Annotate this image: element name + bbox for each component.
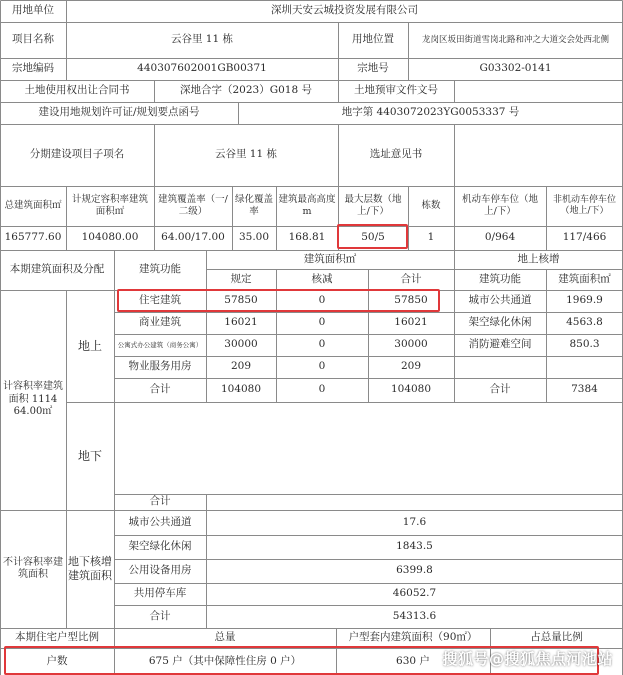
row-property-name: 物业服务用房 [128, 360, 192, 373]
hdr-max-floors: 最大层数（地上/下） [344, 194, 402, 217]
hdr-far-area: 计规定容积率建筑面积㎡ [71, 194, 148, 217]
label-underground-increase: 地下核增建筑面积 [68, 555, 112, 582]
watermark: 搜狐号@搜狐焦点河池站 [442, 649, 613, 668]
row-total-v2: 0 [318, 383, 326, 396]
below-total-name: 合计 [149, 495, 171, 508]
row-total-name: 合计 [149, 383, 171, 396]
val-max-floors: 50/5 [361, 231, 385, 244]
val-max-height: 168.81 [288, 231, 326, 244]
val-green-rate: 35.00 [238, 231, 270, 244]
hdr-green-rate: 绿化覆盖率 [234, 194, 273, 217]
label-parcel-no: 宗地号 [357, 62, 389, 75]
row-residential-v3: 57850 [394, 294, 428, 307]
gi-row1-val: 1969.9 [566, 294, 603, 307]
hdr-unit-total: 总量 [214, 631, 236, 644]
gi-total-name: 合计 [489, 383, 511, 396]
hdr-function: 建筑功能 [139, 263, 181, 276]
gi-total-val: 7384 [571, 383, 598, 396]
row-apartment-v2: 0 [318, 338, 326, 351]
label-project-name: 项目名称 [12, 33, 54, 46]
row-commercial-v2: 0 [318, 316, 326, 329]
nonfar-row3-name: 公用设备用房 [128, 564, 192, 577]
row-residential-name: 住宅建筑 [139, 294, 181, 307]
row-residential-v2: 0 [318, 294, 326, 307]
val-car-parking: 0/964 [484, 231, 516, 244]
nonfar-row1-name: 城市公共通道 [128, 515, 192, 528]
nonfar-total-val: 54313.6 [392, 609, 437, 622]
label-site-opinion: 选址意见书 [369, 148, 423, 161]
nonfar-row2-name: 架空绿化休闲 [128, 540, 192, 553]
row-commercial-name: 商业建筑 [139, 316, 181, 329]
val-building-count: 1 [427, 231, 435, 244]
hdr-area: 建筑面积㎡ [303, 252, 357, 265]
row-apartment-name: 公寓式办公建筑（商务公寓） [117, 340, 203, 349]
value-land-location: 龙岗区坂田街道雪岗北路和冲之大道交会处西北侧 [421, 34, 609, 45]
nonfar-row3-val: 6399.8 [396, 564, 433, 577]
hdr-ground-increase: 地上核增 [517, 252, 560, 265]
nonfar-row1-val: 17.6 [402, 515, 427, 528]
gi-row4-name [454, 356, 546, 378]
val-bike-parking: 117/466 [562, 231, 607, 244]
hdr-unit-share: 占总量比例 [530, 631, 583, 644]
highlight-max-floors [337, 224, 408, 249]
gi-row3-val: 850.3 [569, 338, 600, 351]
value-parcel-code: 440307602001GB00371 [137, 62, 267, 75]
hdr-coverage: 建筑覆盖率（一/二级） [158, 194, 228, 217]
nonfar-row4-val: 46052.7 [392, 587, 437, 600]
hdr-deduction: 核减 [311, 272, 333, 285]
label-below-ground: 地下 [77, 448, 102, 463]
label-unit-ratio: 本期住宅户型比例 [15, 631, 99, 644]
val-far-area: 104080.00 [81, 231, 139, 244]
row-property-v2: 0 [318, 360, 326, 373]
hdr-gi-area: 建筑面积㎡ [558, 272, 611, 285]
row-total-v3: 104080 [390, 383, 432, 396]
hdr-subtotal: 合计 [400, 272, 422, 285]
label-parcel-code: 宗地编码 [12, 62, 54, 75]
row-apartment-v3: 30000 [394, 338, 428, 351]
val-household-size: 630 户 [396, 654, 430, 667]
hdr-max-height: 建筑最高高度 m [278, 194, 336, 217]
hdr-stipulated: 规定 [230, 272, 252, 285]
value-land-contract: 深地合字（2023）G018 号 [180, 84, 312, 97]
hdr-total-area: 总建筑面积㎡ [4, 200, 62, 212]
gi-row4-val [546, 356, 623, 378]
value-site-opinion [454, 124, 623, 186]
label-nonfar-area: 不计容积率建筑面积 [3, 556, 63, 580]
gi-row2-val: 4563.8 [566, 316, 603, 329]
value-subproject-name: 云谷里 11 栋 [214, 148, 278, 161]
hdr-car-parking: 机动车停车位（地上/下） [461, 194, 538, 217]
nonfar-total-name: 合计 [149, 609, 171, 622]
label-allocation: 本期建筑面积及分配 [9, 263, 105, 276]
gi-row1-name: 城市公共通道 [468, 294, 532, 307]
label-land-user: 用地单位 [12, 4, 54, 17]
label-pre-review-doc: 土地预审文件文号 [354, 84, 438, 97]
label-planning-permit: 建设用地规划许可证/规划要点函号 [38, 106, 200, 119]
value-parcel-no: G03302-0141 [479, 62, 552, 75]
label-land-location: 用地位置 [352, 33, 394, 46]
row-property-v3: 209 [400, 360, 422, 373]
value-planning-permit: 地字第 4403072023YG0053337 号 [341, 106, 520, 119]
hdr-unit-size: 户型套内建筑面积（90㎡） [348, 631, 478, 644]
hdr-gi-function: 建筑功能 [479, 272, 521, 285]
label-subproject-name: 分期建设项目子项名 [29, 148, 125, 161]
nonfar-row4-name: 共用停车库 [133, 587, 187, 600]
row-commercial-v1: 16021 [224, 316, 258, 329]
value-pre-review-doc [454, 80, 623, 102]
value-land-user: 深圳天安云城投资发展有限公司 [271, 4, 418, 17]
hdr-building-count: 栋数 [421, 200, 441, 212]
nonfar-row2-val: 1843.5 [396, 540, 433, 553]
value-project-name: 云谷里 11 栋 [170, 33, 234, 46]
highlight-residential-row [117, 289, 440, 312]
val-coverage: 64.00/17.00 [161, 231, 225, 244]
val-total-area: 165777.60 [4, 231, 62, 244]
row-commercial-v3: 16021 [394, 316, 428, 329]
row-total-v1: 104080 [220, 383, 262, 396]
label-far-area: 计容积率建筑面积 1114 64.00㎡ [3, 381, 63, 418]
val-household-total: 675 户（其中保障性住房 0 户） [148, 654, 302, 667]
label-above-ground: 地上 [77, 338, 102, 353]
row-residential-v1: 57850 [224, 294, 258, 307]
label-household-count: 户数 [46, 654, 68, 667]
gi-row2-name: 架空绿化休闲 [468, 316, 532, 329]
gi-row3-name: 消防避难空间 [468, 338, 532, 351]
hdr-bike-parking: 非机动车停车位（地上/下） [552, 194, 616, 216]
label-land-contract: 土地使用权出让合同书 [24, 84, 130, 97]
row-apartment-v1: 30000 [224, 338, 258, 351]
row-property-v1: 209 [230, 360, 252, 373]
